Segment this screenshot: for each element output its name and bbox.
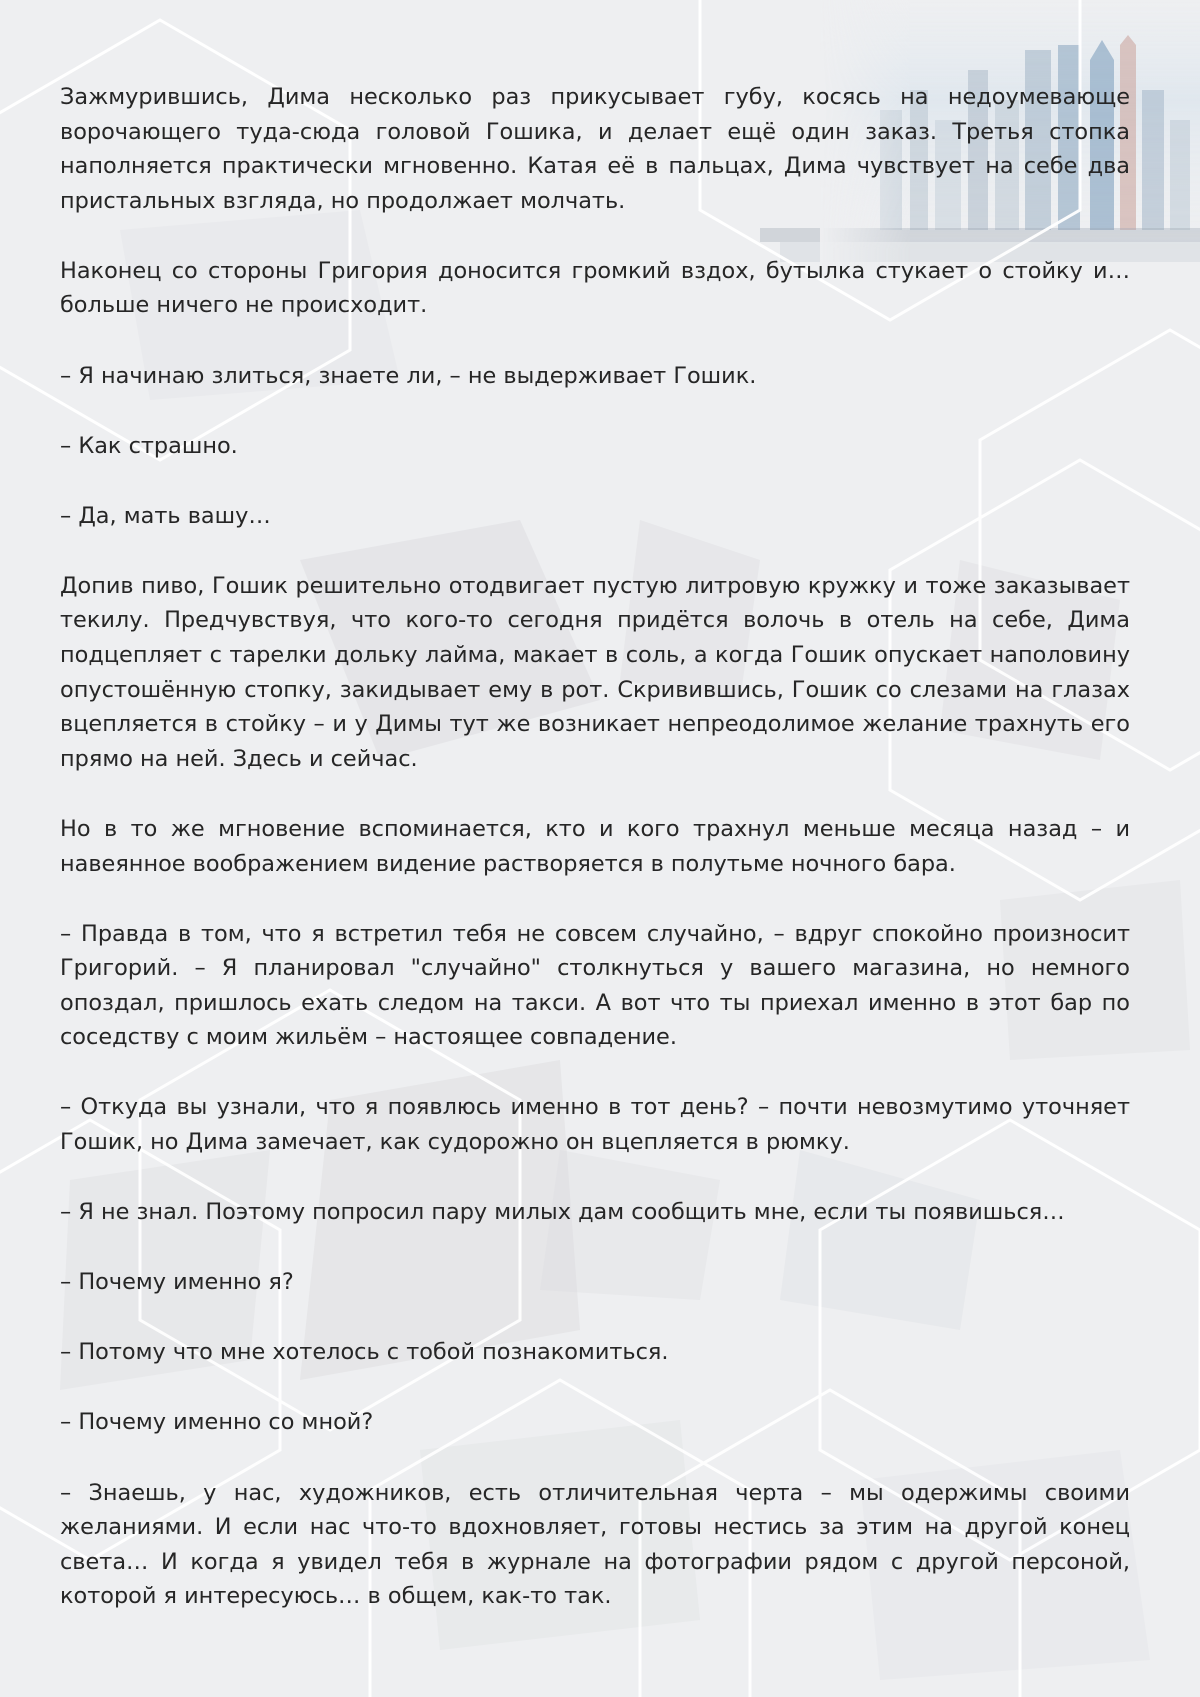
dialogue-line: – Потому что мне хотелось с тобой познакомиться. — [60, 1339, 669, 1366]
paragraph: Зажмурившись, Дима несколько раз прикусывает губу, косясь на недоумевающе ворочающего туда-сюда головой Гошика, и делает ещё один заказ. Третья стопка наполняется практически мгновенно. Катая её в пальцах, Дима чувствует на себе два пристальных взгляда, но продолжает молчать. — [60, 84, 1130, 214]
dialogue-line: – Почему именно я? — [60, 1269, 294, 1296]
paragraph: Допив пиво, Гошик решительно отодвигает пустую литровую кружку и тоже заказывает текилу. Предчувствуя, что кого-то сегодня придётся волочь в отель на себе, Дима подцепляет с тарелки дольку лайма, макает в соль, а когда Гошик опускает наполовину опустошённую стопку, закидывает ему в рот. Скривившись, Гошик со слезами на глазах вцепляется в стойку – и у Димы тут же возникает непреодолимое желание трахнуть его прямо на ней. Здесь и сейчас. — [60, 572, 1130, 772]
paragraph: Наконец со стороны Григория доносится громкий вздох, бутылка стукает о стойку и… больше ничего не происходит. — [60, 257, 1130, 319]
dialogue-line: – Откуда вы узнали, что я появлюсь именно в тот день? – почти невозмутимо уточняет Гошик, но Дима замечает, как судорожно он вцепляется в рюмку. — [60, 1094, 1130, 1156]
story-text — [60, 80, 1130, 1614]
dialogue-line: – Я не знал. Поэтому попросил пару милых дам сообщить мне, если ты появишься… — [60, 1199, 1065, 1226]
paragraph: Но в то же мгновение вспоминается, кто и кого трахнул меньше месяца назад – и навеянное воображением видение растворяется в полутьме ночного бара. — [60, 815, 1130, 877]
dialogue-line: – Как страшно. — [60, 432, 238, 459]
dialogue-line: – Знаешь, у нас, художников, есть отличительная черта – мы одержимы своими желаниями. И если нас что-то вдохновляет, готовы нестись за этим на другой конец света… И когда я увидел тебя в журнале на фотографии рядом с другой персоной, которой я интересуюсь… в общем, как-то так. — [60, 1479, 1130, 1610]
dialogue-line: – Правда в том, что я встретил тебя не совсем случайно, – вдруг спокойно произносит Григорий. – Я планировал "случайно" столкнуться у вашего магазина, но немного опоздал, пришлось ехать следом на такси. А вот что ты приехал именно в этот бар по соседству с моим жильём – настоящее совпадение. — [60, 920, 1130, 1051]
dialogue-line: – Да, мать вашу… — [60, 502, 271, 529]
dialogue-line: – Почему именно со мной? — [60, 1409, 374, 1436]
dialogue-line: – Я начинаю злиться, знаете ли, – не выдерживает Гошик. — [60, 362, 757, 389]
